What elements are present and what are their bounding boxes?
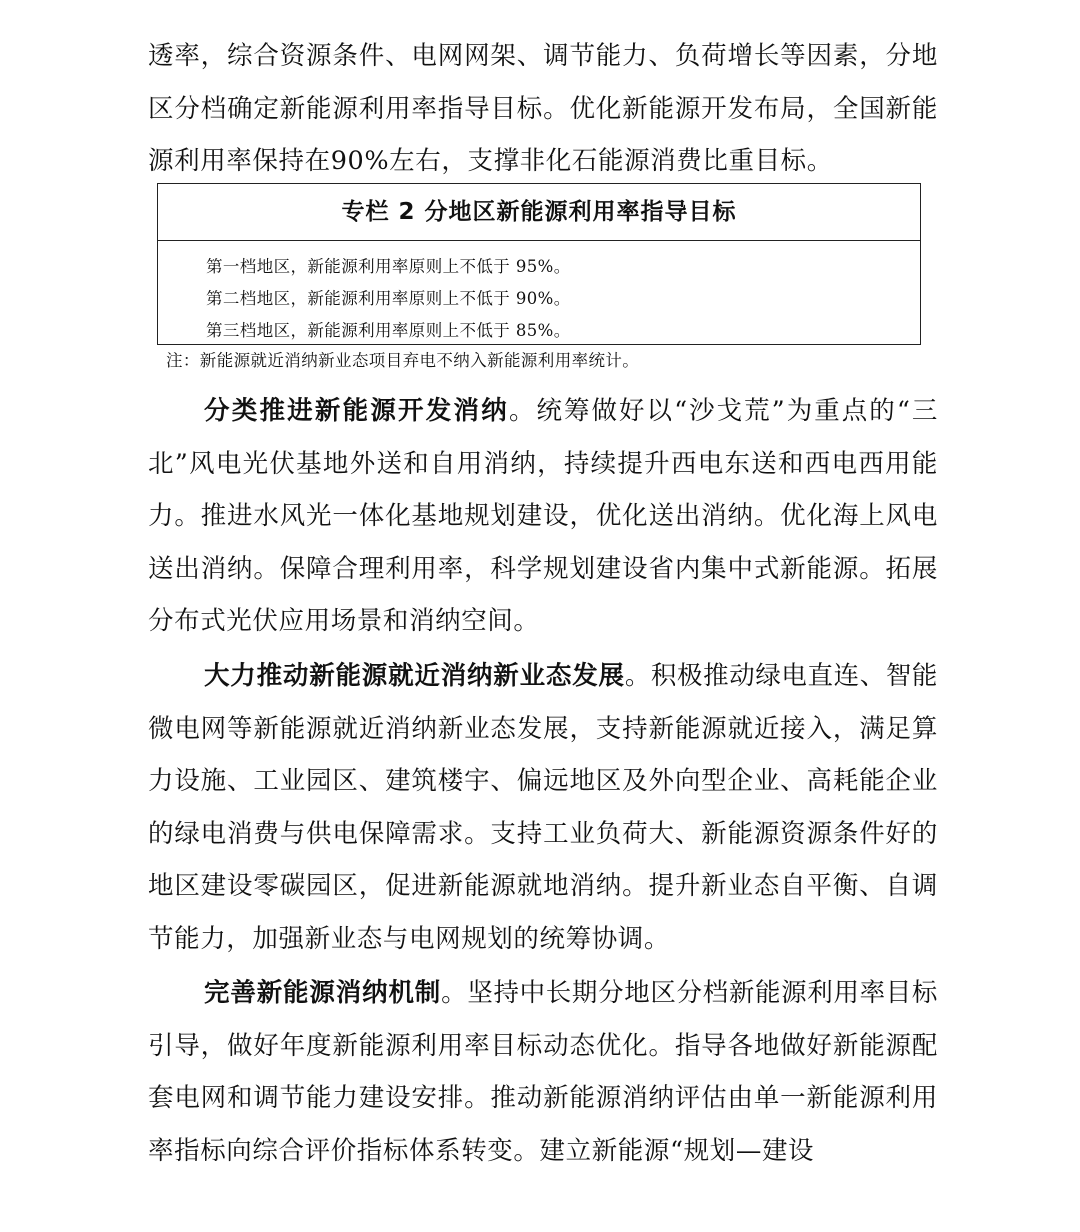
column-box-note: 注：新能源就近消纳新业态项目弃电不纳入新能源利用率统计。 — [166, 351, 640, 370]
section-paragraph-1 — [148, 385, 938, 648]
intro-paragraph — [148, 30, 938, 188]
section-2-lead: 大力推动新能源就近消纳新业态发展 — [204, 661, 625, 691]
intro-text: 透率，综合资源条件、电网网架、调节能力、负荷增长等因素，分地区分档确定新能源利用率指导目标。优化新能源开发布局，全国新能源利用率保持在90%左右，支撑非化石能源消费比重目标。 — [148, 41, 938, 176]
section-3-body: 。坚持中长期分地区分档新能源利用率目标引导，做好年度新能源利用率目标动态优化。指导各地做好新能源配套电网和调节能力建设安排。推动新能源消纳评估由单一新能源利用率指标向综合评价指标体系转变。建立新能源“规划—建设 — [148, 978, 938, 1166]
column-box-item-1: 第一档地区，新能源利用率原则上不低于 95%。 — [206, 257, 571, 276]
column-box — [157, 183, 921, 345]
column-box-items — [158, 241, 920, 347]
column-box-item-3: 第三档地区，新能源利用率原则上不低于 85%。 — [206, 321, 571, 340]
section-3-lead: 完善新能源消纳机制 — [204, 978, 442, 1008]
column-box-item-2: 第二档地区，新能源利用率原则上不低于 90%。 — [206, 289, 571, 308]
section-1-body: 。统筹做好以“沙戈荒”为重点的“三北”风电光伏基地外送和自用消纳，持续提升西电东送和西电西用能力。推进水风光一体化基地规划建设，优化送出消纳。优化海上风电送出消纳。保障合理利用率，科学规划建设省内集中式新能源。拓展分布式光伏应用场景和消纳空间。 — [148, 396, 938, 636]
section-2-body: 。积极推动绿电直连、智能微电网等新能源就近消纳新业态发展，支持新能源就近接入，满足算力设施、工业园区、建筑楼宇、偏远地区及外向型企业、高耗能企业的绿电消费与供电保障需求。支持工业负荷大、新能源资源条件好的地区建设零碳园区，促进新能源就地消纳。提升新业态自平衡、自调节能力，加强新业态与电网规划的统筹协调。 — [148, 661, 939, 954]
section-paragraph-3 — [148, 967, 938, 1177]
column-box-title: 专栏 2 分地区新能源利用率指导目标 — [158, 184, 920, 241]
section-1-lead: 分类推进新能源开发消纳 — [204, 396, 509, 426]
section-paragraph-2 — [148, 650, 938, 965]
